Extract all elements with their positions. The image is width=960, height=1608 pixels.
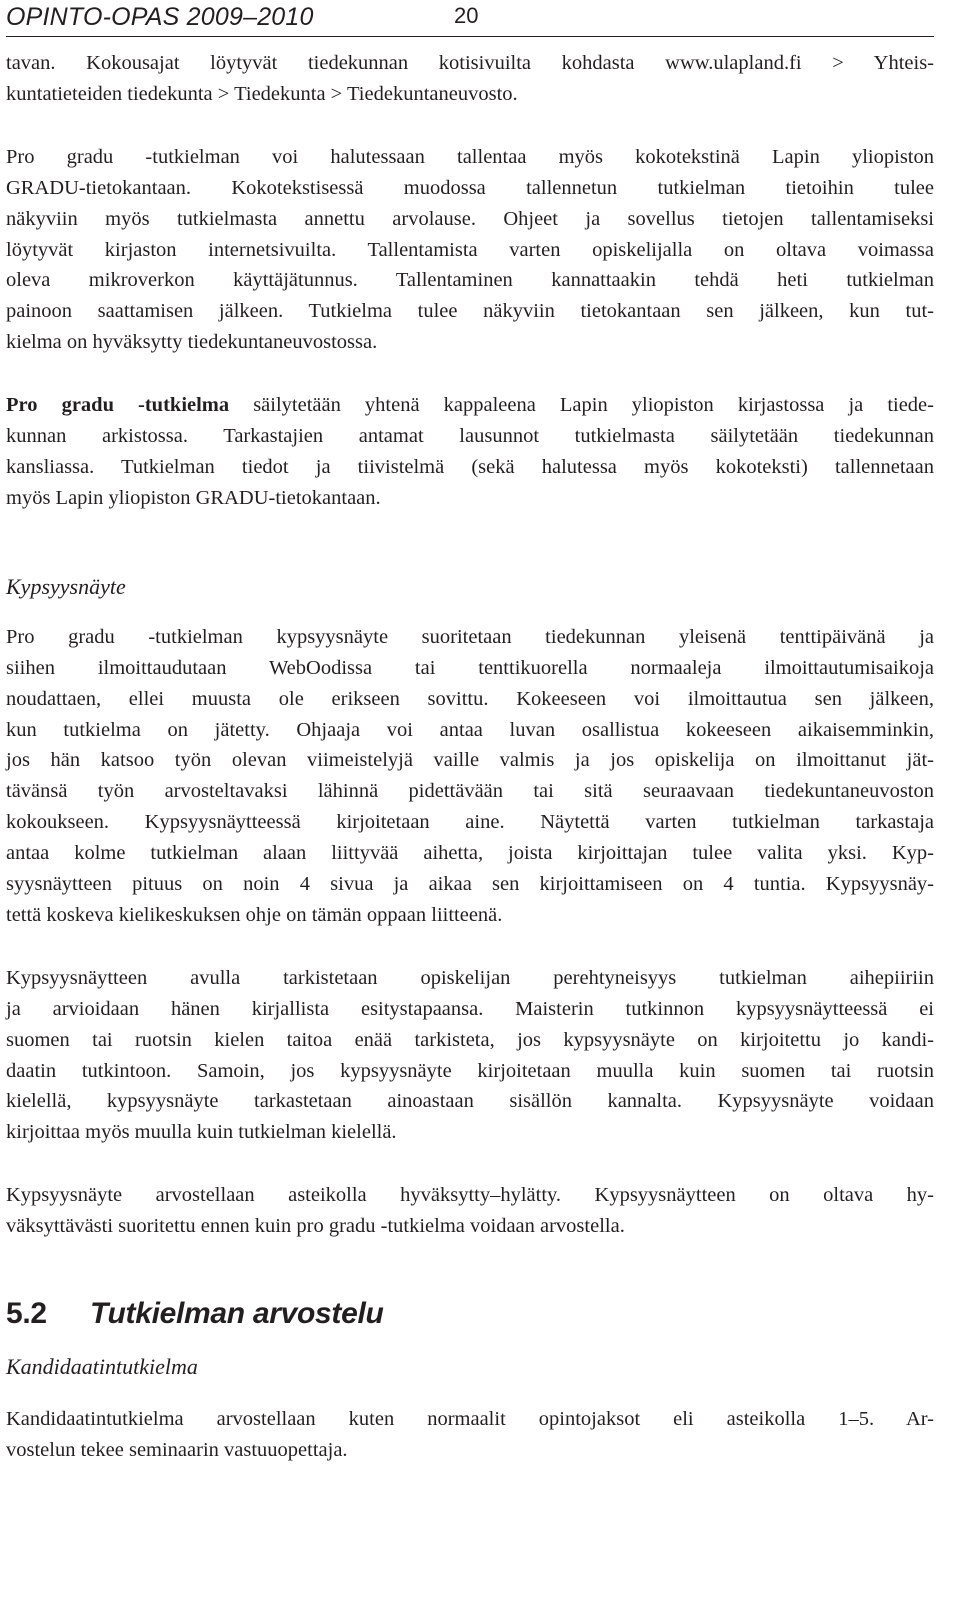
paragraph-kandidaatintutkielma-grading: [6, 1404, 934, 1466]
running-header-title: OPINTO-OPAS 2009–2010: [6, 3, 314, 31]
text-line: siihen ilmoittaudutaan WebOodissa tai tenttikuorella normaaleja ilmoittautumisaikoja: [6, 656, 934, 679]
text-line: kunnan arkistossa. Tarkastajien antamat lausunnot tutkielmasta säilytetään tiedekunnan: [6, 425, 934, 448]
paragraph-gradu-database: [6, 142, 934, 358]
text-line: tettä koskeva kielikeskuksen ohje on tämän oppaan liitteenä.: [6, 903, 503, 926]
bold-term: Pro gradu -tutkielma: [6, 394, 230, 417]
text-line: Pro gradu -tutkielman voi halutessaan tallentaa myös kokotekstinä Lapin yliopiston: [6, 145, 934, 168]
text-line: kun tutkielma on jätetty. Ohjaaja voi antaa luvan osallistua kokeeseen aikaisemminkin,: [6, 718, 934, 741]
paragraph-meeting-times: [6, 48, 934, 110]
text-line: kielellä, kypsyysnäyte tarkastetaan ainoastaan sisällön kannalta. Kypsyysnäyte voidaan: [6, 1090, 934, 1113]
page-number: 20: [454, 3, 479, 28]
text-line: kuntatieteiden tiedekunta > Tiedekunta > Tiedekuntaneuvosto.: [6, 82, 518, 105]
text-line: kansliassa. Tutkielman tiedot ja tiivistelmä (sekä halutessa myös kokoteksti) tallennetaan: [6, 455, 934, 478]
text-line: kokoukseen. Kypsyysnäytteessä kirjoitetaan aine. Näytettä varten tutkielman tarkastaja: [6, 811, 934, 834]
text-line: tavan. Kokousajat löytyvät tiedekunnan kotisivuilta kohdasta www.ulapland.fi > Yhteis-: [6, 52, 934, 74]
paragraph-kypsyysnayte-registration: [6, 622, 934, 931]
text-line: noudattaen, ellei muusta ole erikseen sovittu. Kokeeseen voi ilmoittautua sen jälkeen,: [6, 687, 934, 710]
text-line: väksyttävästi suoritettu ennen kuin pro gradu -tutkielma voidaan arvostella.: [6, 1215, 625, 1238]
text-line: vostelun tekee seminaarin vastuuopettaja.: [6, 1439, 348, 1461]
text-line: antaa kolme tutkielman alaan liittyvää aihetta, joista kirjoittajan tulee valita yksi. Kyp-: [6, 842, 934, 865]
text-line: löytyvät kirjaston internetsivuilta. Tallentamista varten opiskelijalla on oltava voimassa: [6, 238, 934, 261]
text-line: suomen tai ruotsin kielen taitoa enää tarkisteta, jos kypsyysnäyte on kirjoitettu jo kandi-: [6, 1028, 934, 1051]
text-line: [6, 390, 934, 421]
text-line: jos hän katsoo työn olevan viimeistelyjä vaille valmis ja jos opiskelija on ilmoittanut jät-: [6, 749, 934, 772]
text-line: tävänsä työn arvosteltavaksi lähinnä pidettävään tai sitä seuraavaan tiedekuntaneuvoston: [6, 780, 934, 803]
text-line: myös Lapin yliopiston GRADU-tietokantaan.: [6, 486, 381, 509]
subheading-kandidaatintutkielma: Kandidaatintutkielma: [6, 1354, 198, 1380]
paragraph-kypsyysnayte-purpose: [6, 963, 934, 1148]
text-line: Kandidaatintutkielma arvostellaan kuten normaalit opintojaksot eli asteikolla 1–5. Ar-: [6, 1408, 934, 1431]
text-line: daatin tutkintoon. Samoin, jos kypsyysnäyte kirjoitetaan muulla kuin suomen tai ruotsin: [6, 1059, 934, 1082]
text-line: oleva mikroverkon käyttäjätunnus. Tallentaminen kannattaakin tehdä heti tutkielman: [6, 269, 934, 292]
page-body: [6, 48, 934, 1466]
text-line: näkyviin myös tutkielmasta annettu arvolause. Ohjeet ja sovellus tietojen tallentamiseksi: [6, 207, 934, 230]
text-line: kielma on hyväksytty tiedekuntaneuvostossa.: [6, 331, 378, 354]
text-fragment: säilytetään yhtenä kappaleena Lapin yliopiston kirjastossa ja tiede-: [229, 394, 934, 417]
text-line: ja arvioidaan hänen kirjallista esitystapaansa. Maisterin tutkinnon kypsyysnäytteessä ei: [6, 997, 934, 1020]
section-title: Tutkielman arvostelu: [90, 1297, 384, 1331]
text-line: Kypsyysnäyte arvostellaan asteikolla hyväksytty–hylätty. Kypsyysnäytteen on oltava hy-: [6, 1184, 934, 1207]
section-number: 5.2: [6, 1297, 47, 1331]
text-line: painoon saattamisen jälkeen. Tutkielma tulee näkyviin tietokantaan sen jälkeen, kun tut-: [6, 300, 934, 323]
subheading-kypsyysnayte: Kypsyysnäyte: [6, 573, 126, 599]
section-heading: [6, 1294, 934, 1334]
text-line: Kypsyysnäytteen avulla tarkistetaan opiskelijan perehtyneisyys tutkielman aihepiiriin: [6, 966, 934, 989]
page-header: [6, 0, 934, 37]
text-line: kirjoittaa myös muulla kuin tutkielman kielellä.: [6, 1121, 397, 1144]
text-line: syysnäytteen pituus on noin 4 sivua ja aikaa sen kirjoittamiseen on 4 tuntia. Kypsyysnäy-: [6, 873, 934, 896]
paragraph-archiving: [6, 390, 934, 514]
text-line: GRADU-tietokantaan. Kokotekstisessä muodossa tallennetun tutkielman tietoihin tulee: [6, 176, 934, 199]
paragraph-kypsyysnayte-grading: [6, 1180, 934, 1242]
text-line: Pro gradu -tutkielman kypsyysnäyte suoritetaan tiedekunnan yleisenä tenttipäivänä ja: [6, 625, 934, 648]
